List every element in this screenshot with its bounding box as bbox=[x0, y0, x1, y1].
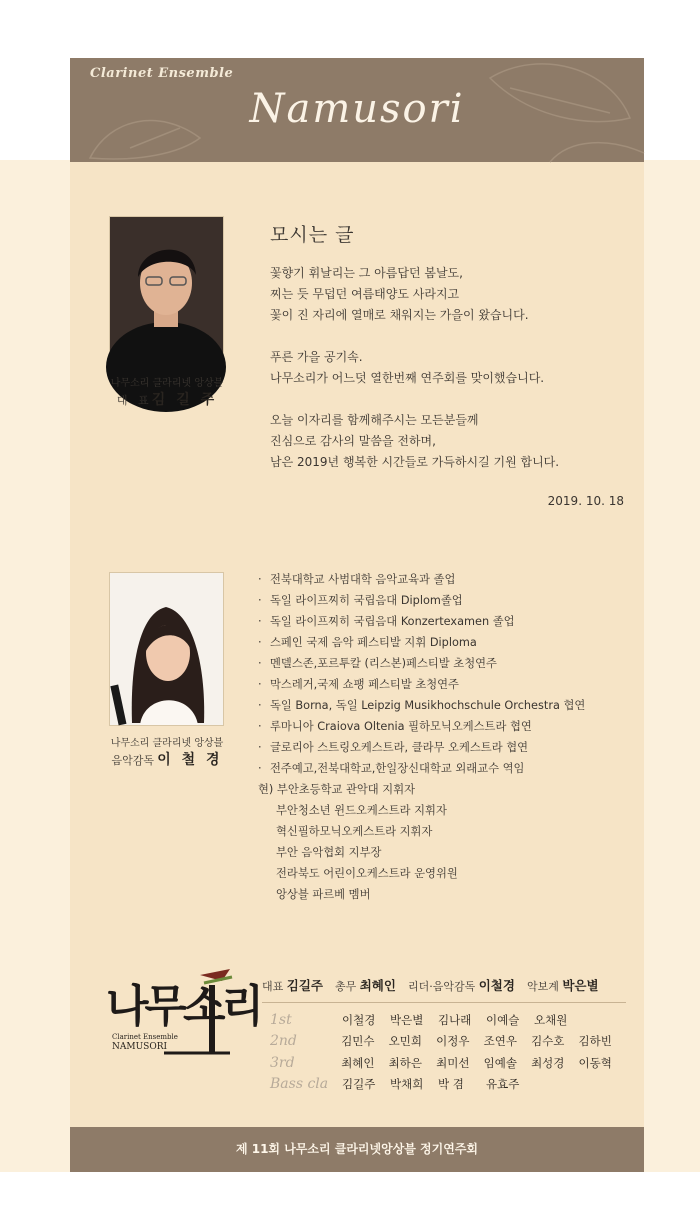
part-name: 3rd bbox=[270, 1054, 295, 1071]
letter-line: 남은 2019년 행복한 시간들로 가득하시길 기원 합니다. bbox=[270, 455, 560, 469]
namusori-logo bbox=[104, 965, 261, 1057]
ensemble-title: Namusori bbox=[249, 86, 465, 132]
member-name: 김나래 bbox=[438, 1012, 472, 1027]
career-text: 막스레거,국제 쇼팽 페스티발 초청연주 bbox=[270, 678, 459, 691]
current-head: 현) 부안초등학교 관악대 지휘자 bbox=[258, 783, 416, 796]
staff-name: 이철경 bbox=[478, 978, 515, 993]
director-photo bbox=[109, 572, 224, 726]
bullet-icon: · bbox=[258, 741, 262, 754]
member-name: 박채희 bbox=[390, 1077, 424, 1092]
member-name: 김길주 bbox=[342, 1077, 376, 1092]
staff-name: 최혜인 bbox=[359, 978, 396, 993]
career-text: 전주예고,전북대학교,한일장신대학교 외래교수 역임 bbox=[270, 762, 525, 775]
staff-name: 박은별 bbox=[562, 978, 599, 993]
representative-name: 김 길 주 bbox=[151, 392, 218, 408]
staff-row bbox=[262, 976, 626, 1003]
header-banner bbox=[70, 58, 644, 162]
career-text: 독일 Borna, 독일 Leipzig Musikhochschule Orchestra 협연 bbox=[270, 699, 586, 712]
career-item bbox=[258, 590, 638, 611]
letter-line: 진심으로 감사의 말씀을 전하며, bbox=[270, 434, 436, 448]
career-item bbox=[258, 653, 638, 674]
career-text: 독일 라이프찌히 국립음대 Konzertexamen 졸업 bbox=[270, 615, 515, 628]
director-org: 나무소리 클라리넷 앙상블 bbox=[110, 738, 224, 749]
member-name: 이예슬 bbox=[486, 1012, 520, 1027]
career-item bbox=[258, 674, 638, 695]
bullet-icon: · bbox=[258, 636, 262, 649]
letter-gap bbox=[270, 389, 640, 410]
bullet-icon: · bbox=[258, 678, 262, 691]
member-name: 최하은 bbox=[388, 1055, 422, 1070]
letter-line: 푸른 가을 공기속. bbox=[270, 350, 363, 364]
career-item bbox=[258, 632, 638, 653]
representative-photo bbox=[109, 216, 224, 370]
career-item bbox=[258, 695, 638, 716]
representative-org: 나무소리 클라리넷 앙상블 bbox=[110, 378, 224, 389]
member-name: 유효주 bbox=[486, 1077, 520, 1092]
member-name: 최성경 bbox=[531, 1055, 565, 1070]
staff-role: 대표 bbox=[262, 980, 287, 993]
background-band-left bbox=[0, 160, 70, 1172]
member-name: 김수호 bbox=[531, 1034, 565, 1049]
bullet-icon: · bbox=[258, 594, 262, 607]
director-role: 음악감독 bbox=[111, 754, 154, 767]
director-career bbox=[258, 569, 638, 905]
representative-role: 대 표 bbox=[116, 394, 149, 407]
career-text: 멘델스존,포르투칼 (리스본)페스티발 초청연주 bbox=[270, 657, 497, 670]
career-item bbox=[258, 611, 638, 632]
career-text: 독일 라이프찌히 국립음대 Diplom졸업 bbox=[270, 594, 463, 607]
member-name: 이정우 bbox=[436, 1034, 470, 1049]
concert-footer: 제 11회 나무소리 클라리넷앙상블 정기연주회 bbox=[70, 1127, 644, 1172]
current-item: 전라북도 어린이오케스트라 운영위원 bbox=[276, 867, 458, 880]
letter-line: 나무소리가 어느덧 열한번째 연주회를 맞이했습니다. bbox=[270, 371, 545, 385]
current-item: 부안청소년 윈드오케스트라 지휘자 bbox=[276, 804, 447, 817]
member-name: 오민희 bbox=[388, 1034, 422, 1049]
letter-line: 찌는 듯 무덥던 여름태양도 사라지고 bbox=[270, 287, 460, 301]
career-item bbox=[258, 716, 638, 737]
letter-line: 꽃이 진 자리에 열매로 채워지는 가을이 왔습니다. bbox=[270, 308, 529, 322]
bullet-icon: · bbox=[258, 720, 262, 733]
greeting-date: 2019. 10. 18 bbox=[547, 494, 624, 508]
staff-name: 김길주 bbox=[286, 978, 323, 993]
career-item bbox=[258, 569, 638, 590]
letter-line: 오늘 이자리를 함께해주시는 모든분들께 bbox=[270, 413, 479, 427]
member-name: 박 겸 bbox=[438, 1077, 464, 1092]
svg-text:나무소리: 나무소리 bbox=[106, 981, 261, 1032]
greeting-letter bbox=[270, 263, 640, 473]
staff-role: 악보계 bbox=[526, 980, 563, 993]
career-item bbox=[258, 737, 638, 758]
current-item: 앙상블 파르베 멤버 bbox=[276, 888, 371, 901]
bullet-icon: · bbox=[258, 657, 262, 670]
part-row bbox=[262, 1052, 626, 1074]
part-row bbox=[262, 1009, 626, 1031]
part-name: 2nd bbox=[270, 1033, 297, 1050]
letter-gap bbox=[270, 326, 640, 347]
ensemble-subtitle: Clarinet Ensemble bbox=[90, 66, 234, 81]
part-list bbox=[262, 1009, 626, 1095]
career-text: 루마니아 Craiova Oltenia 필하모닉오케스트라 협연 bbox=[270, 720, 532, 733]
career-item bbox=[258, 758, 638, 779]
part-name: 1st bbox=[270, 1011, 292, 1028]
background-band-right bbox=[644, 160, 700, 1172]
member-name: 김민수 bbox=[341, 1034, 375, 1049]
staff-role: 리더·음악감독 bbox=[407, 980, 479, 993]
bullet-icon: · bbox=[258, 762, 262, 775]
director-name: 이 철 경 bbox=[157, 752, 223, 768]
part-row bbox=[262, 1074, 626, 1096]
bullet-icon: · bbox=[258, 699, 262, 712]
director-caption bbox=[87, 736, 247, 770]
representative-caption bbox=[87, 376, 247, 410]
member-name: 이철경 bbox=[342, 1012, 376, 1027]
logo-sub1: Clarinet Ensemble bbox=[112, 1033, 178, 1041]
member-name: 김하빈 bbox=[578, 1034, 612, 1049]
member-name: 이동혁 bbox=[578, 1055, 612, 1070]
staff-role: 총무 bbox=[334, 980, 360, 993]
member-name: 박은별 bbox=[390, 1012, 424, 1027]
greeting-title: 모시는 글 bbox=[270, 224, 355, 246]
member-name: 임예솔 bbox=[483, 1055, 517, 1070]
member-roster bbox=[262, 976, 626, 1095]
career-text: 글로리아 스트링오케스트라, 클라무 오케스트라 협연 bbox=[270, 741, 529, 754]
current-item: 부안 음악협회 지부장 bbox=[276, 846, 382, 859]
member-name: 오채원 bbox=[534, 1012, 568, 1027]
letter-line: 꽃향기 휘날리는 그 아름답던 봄날도, bbox=[270, 266, 463, 280]
part-name: Bass cla bbox=[270, 1076, 329, 1093]
logo-sub2: NAMUSORI bbox=[112, 1042, 168, 1052]
member-name: 조연우 bbox=[483, 1034, 517, 1049]
part-row bbox=[262, 1031, 626, 1053]
member-name: 최미선 bbox=[436, 1055, 470, 1070]
bullet-icon: · bbox=[258, 573, 262, 586]
bullet-icon: · bbox=[258, 615, 262, 628]
career-text: 전북대학교 사범대학 음악교육과 졸업 bbox=[270, 573, 456, 586]
member-name: 최혜인 bbox=[341, 1055, 375, 1070]
current-item: 혁신필하모닉오케스트라 지휘자 bbox=[276, 825, 433, 838]
career-text: 스페인 국제 음악 페스티발 지휘 Diploma bbox=[270, 636, 477, 649]
